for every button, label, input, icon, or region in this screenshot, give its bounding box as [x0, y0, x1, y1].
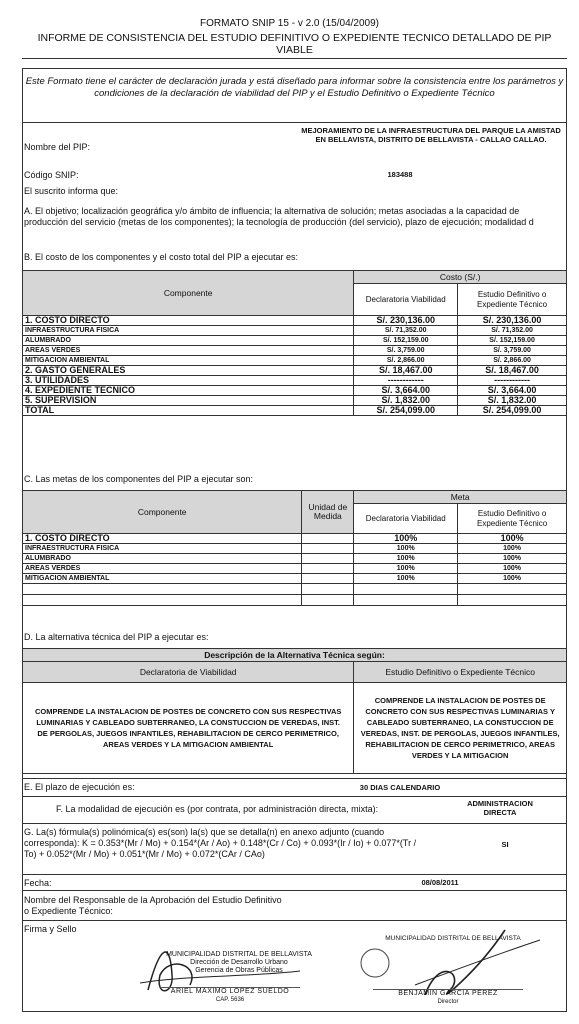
signer2-sub: Director	[437, 999, 459, 1005]
cost-row-study: S/. 3,664.00	[458, 386, 567, 396]
cost-row-study: S/. 2,866.00	[458, 356, 567, 366]
divider	[22, 796, 567, 797]
stamp-left	[130, 935, 330, 1005]
cost-row-study: S/. 152,159.00	[458, 336, 567, 346]
cost-row	[23, 336, 567, 346]
cost-row-label: ALUMBRADO	[23, 336, 354, 346]
cost-row	[23, 396, 567, 406]
goals-row-unit	[302, 534, 354, 544]
snip-code-label: Código SNIP:	[24, 170, 79, 180]
cost-row-decl: S/. 18,467.00	[354, 366, 458, 376]
stamp-right	[355, 915, 555, 1010]
goals-row-decl: 100%	[354, 534, 458, 544]
alt-study-text: COMPRENDE LA INSTALACION DE POSTES DE CONCRETO CON SUS RESPECTIVAS LUMINARIAS Y CABLEADO SUBTERRANEO, LA CONSTUCCION DE VEREDAS, INST. DE PERGOLAS, JUEGOS INFANTILES, REHABILITACION DE CERCO PERIMETRICO, AREAS VERDES Y LA MITIGACION	[360, 696, 560, 760]
cost-row	[23, 376, 567, 386]
signer2-name: BENJAMIN GARCIA PEREZ	[373, 989, 523, 997]
cost-row-decl: S/. 254,099.00	[354, 406, 458, 416]
cost-row	[23, 406, 567, 416]
stamp1-line3: Gerencia de Obras Públicas	[195, 967, 283, 974]
pip-name-label: Nombre del PIP:	[24, 142, 91, 152]
cost-row-decl: S/. 3,664.00	[354, 386, 458, 396]
divider	[22, 823, 567, 824]
stamp1-line2: Dirección de Desarrollo Urbano	[190, 959, 288, 966]
goals-col-study: Estudio Definitivo o Expediente Técnico	[458, 504, 567, 534]
goals-row-unit	[302, 564, 354, 574]
cost-row-label: 2. GASTO GENERALES	[23, 366, 354, 376]
cost-row-label: 3. UTILIDADES	[23, 376, 354, 386]
section-d-text: D. La alternativa técnica del PIP a ejecutar es:	[24, 632, 209, 642]
section-f-label: F. La modalidad de ejecución es (por contrata, por administración directa, mixta):	[56, 804, 379, 814]
cost-row-study: ------------	[458, 376, 567, 386]
goals-row	[23, 554, 567, 564]
cost-row	[23, 326, 567, 336]
alternative-header: Descripción de la Alternativa Técnica según:	[23, 649, 567, 662]
cost-row-study: S/. 230,136.00	[458, 316, 567, 326]
cost-row-label: INFRAESTRUCTURA FISICA	[23, 326, 354, 336]
sworn-declaration-notice: Este Formato tiene el carácter de declaración jurada y está diseñado para informar sobre la consistencia entre los parámetros y condiciones de la declaración de viabilidad del PIP y el Estudio Definitivo o Expediente Técnico	[25, 76, 564, 99]
cost-col-cost: Costo (S/.)	[354, 271, 567, 284]
goals-row-study: 100%	[458, 564, 567, 574]
divider	[22, 874, 567, 875]
cost-row-study: S/. 254,099.00	[458, 406, 567, 416]
cost-row	[23, 356, 567, 366]
cost-row-decl: S/. 1,832.00	[354, 396, 458, 406]
stamp2-text: MUNICIPALIDAD DISTRITAL DE BELLAVISTA	[385, 935, 521, 942]
goals-row-label: INFRAESTRUCTURA FISICA	[23, 544, 302, 554]
goals-col-unit: Unidad de Medida	[302, 491, 354, 534]
cost-row-label: 1. COSTO DIRECTO	[23, 316, 354, 326]
goals-row-study: 100%	[458, 534, 567, 544]
section-g-value: SI	[501, 840, 509, 849]
goals-row	[23, 534, 567, 544]
section-e-value: 30 DIAS CALENDARIO	[359, 783, 441, 792]
cost-row-decl: S/. 2,866.00	[354, 356, 458, 366]
goals-row-label: MITIGACION AMBIENTAL	[23, 574, 302, 584]
cost-row-study: S/. 71,352.00	[458, 326, 567, 336]
goals-row	[23, 564, 567, 574]
goals-row-unit	[302, 574, 354, 584]
goals-col-goal: Meta	[354, 491, 567, 504]
goals-row-study: 100%	[458, 544, 567, 554]
section-f-value: ADMINISTRACION DIRECTA	[467, 799, 533, 817]
alt-col-study: Estudio Definitivo o Expediente Técnico	[354, 662, 567, 683]
goals-row-decl: 100%	[354, 544, 458, 554]
cost-row	[23, 346, 567, 356]
cost-row-study: S/. 1,832.00	[458, 396, 567, 406]
section-c-text: C. Las metas de los componentes del PIP a ejecutar son:	[24, 474, 253, 484]
divider	[22, 122, 567, 123]
cost-row-label: MITIGACION AMBIENTAL	[23, 356, 354, 366]
alt-decl-text: COMPRENDE LA INSTALACION DE POSTES DE CONCRETO CON SUS RESPECTIVAS LUMINARIAS Y CABLEADO SUBTERRANEO, LA CONSTUCCION DE VEREDAS, INST. DE PERGOLAS, JUEGOS INFANTILES, REHABILITACION DE CERCO PERIMETRICO, AREAS VERDES Y LA MITIGACION AMBIENTAL	[34, 707, 342, 749]
cost-row-study: S/. 3,759.00	[458, 346, 567, 356]
cost-col-component: Componente	[23, 271, 354, 316]
section-g-label: G. La(s) fórmula(s) polinómica(s) es(son) la(s) que se detalla(n) en anexo adjunto (cuando corresponda): K = 0.353*(Mr / Mo) + 0.154*(Ar / Ao) + 0.148*(Cr / Co) + 0.093*(Ir / Io) + 0.077*(Tr / To) + 0.052*(Mr / Mo) + 0.051*(Mr / Mo) + 0.072*(CAr / CAo)	[24, 827, 417, 859]
divider	[22, 778, 567, 779]
responsible-label: Nombre del Responsable de la Aprobación del Estudio Definitivo o Expediente Técnico:	[24, 895, 282, 916]
informs-text: El suscrito informa que:	[24, 186, 119, 196]
section-e-label: E. El plazo de ejecución es:	[24, 782, 135, 792]
goals-row-decl: 100%	[354, 564, 458, 574]
cost-row	[23, 366, 567, 376]
cost-row-decl: S/. 3,759.00	[354, 346, 458, 356]
goals-col-component: Componente	[23, 491, 302, 534]
goals-row	[23, 574, 567, 584]
cost-row-decl: S/. 230,136.00	[354, 316, 458, 326]
goals-row-label: AREAS VERDES	[23, 564, 302, 574]
cost-row-label: AREAS VERDES	[23, 346, 354, 356]
cost-table	[22, 270, 567, 416]
cost-row-decl: S/. 71,352.00	[354, 326, 458, 336]
goals-row-label: 1. COSTO DIRECTO	[23, 534, 302, 544]
format-version: FORMATO SNIP 15 - v 2.0 (15/04/2009)	[200, 18, 379, 29]
cost-row-label: TOTAL	[23, 406, 354, 416]
goals-row-decl: 100%	[354, 574, 458, 584]
date-label: Fecha:	[24, 878, 52, 888]
document-title: INFORME DE CONSISTENCIA DEL ESTUDIO DEFINITIVO O EXPEDIENTE TECNICO DETALLADO DE PIP VIABLE	[22, 32, 567, 59]
goals-col-decl: Declaratoria Viabilidad	[354, 504, 458, 534]
section-a-text: A. El objetivo; localización geográfica y/o ámbito de influencia; la alternativa de solución; metas asociadas a la capacidad de producción del servicio (metas de los componentes); la tecnología de producción (del servicio), plazo de ejecución; modalidad d	[24, 206, 534, 227]
date-value: 08/08/2011	[421, 878, 459, 887]
goals-row	[23, 544, 567, 554]
alternative-table	[22, 648, 567, 774]
goals-row-unit	[302, 554, 354, 564]
cost-row-decl: S/. 152,159.00	[354, 336, 458, 346]
goals-row-label: ALUMBRADO	[23, 554, 302, 564]
cost-row-study: S/. 18,467.00	[458, 366, 567, 376]
signer1-sub: CAP. 5636	[215, 997, 245, 1003]
pip-name-value: MEJORAMIENTO DE LA INFRAESTRUCTURA DEL PARQUE LA AMISTAD EN BELLAVISTA, DISTRITO DE BELLAVISTA - CALLAO CALLAO.	[301, 126, 561, 144]
cost-col-decl: Declaratoria Viabilidad	[354, 284, 458, 316]
goals-row-study: 100%	[458, 554, 567, 564]
alt-col-decl: Declaratoria de Viabilidad	[23, 662, 354, 683]
cost-row-label: 4. EXPEDIENTE TECNICO	[23, 386, 354, 396]
goals-row-decl: 100%	[354, 554, 458, 564]
signature-label: Firma y Sello	[24, 924, 77, 934]
goals-row-unit	[302, 544, 354, 554]
goals-table	[22, 490, 567, 606]
section-b-text: B. El costo de los componentes y el costo total del PIP a ejecutar es:	[24, 252, 298, 262]
cost-row	[23, 386, 567, 396]
cost-col-study: Estudio Definitivo o Expediente Técnico	[458, 284, 567, 316]
goals-row-study: 100%	[458, 574, 567, 584]
snip-code-value: 183488	[387, 170, 413, 179]
cost-row-label: 5. SUPERVISION	[23, 396, 354, 406]
divider	[22, 890, 567, 891]
cost-row-decl: ------------	[354, 376, 458, 386]
stamp1-line1: MUNICIPALIDAD DISTRITAL DE BELLAVISTA	[166, 951, 312, 958]
cost-row	[23, 316, 567, 326]
signer1-name: ARIEL MAXIMO LOPEZ SUELDO	[160, 987, 300, 995]
